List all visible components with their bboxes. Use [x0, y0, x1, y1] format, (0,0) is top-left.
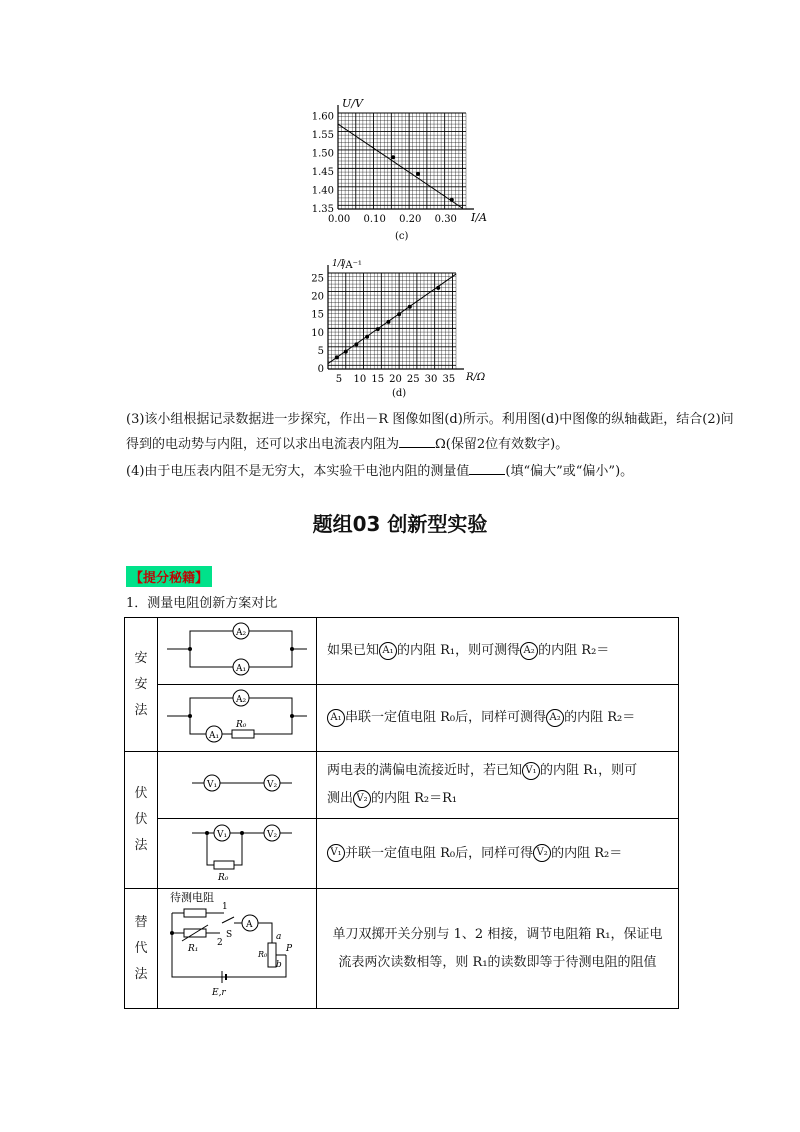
fit-line [338, 124, 462, 208]
chart-d [300, 255, 510, 403]
paragraph-4 [126, 462, 633, 482]
table-row [125, 819, 679, 889]
data-point [386, 320, 390, 324]
chart-c-xlabel: I/A [471, 211, 487, 224]
chart-c [300, 95, 510, 250]
description-1: 如果已知 A₁ 的内阻 R₁，则可测得 A₂ 的内阻 R₂＝ [317, 618, 679, 685]
data-point [416, 172, 420, 176]
description-3: 两电表的满偏电流接近时，若已知 V₁ 的内阻 R₁，则可 测出 V₂ 的内阻 R₂＝R₁ [317, 752, 679, 819]
y-tick-label: 1.35 [311, 204, 334, 215]
y-tick-label: 15 [311, 309, 324, 321]
svg-text:V₁: V₁ [217, 829, 228, 840]
svg-text:S: S [226, 929, 233, 940]
x-tick-label: 15 [371, 374, 385, 385]
data-point [344, 350, 348, 354]
description-5: 单刀双掷开关分别与 1、2 相接，调节电阻箱 R₁，保证电流表两次读数相等，则 R₁的读数即等于待测电阻的阻值 [317, 889, 679, 1009]
y-tick-label: 1.50 [311, 148, 334, 160]
resistor-r0-label: R₀ [236, 720, 247, 730]
answer-blank-1 [399, 435, 435, 448]
data-point [391, 155, 395, 159]
data-point [335, 355, 339, 359]
circuit-3 [162, 758, 312, 808]
table-row [125, 618, 679, 685]
chart-c-ylabel: U/V [342, 97, 363, 110]
circuit-figure-2 [158, 685, 317, 752]
meter-a1-icon: A₁ [379, 642, 397, 660]
y-tick-label: 5 [317, 345, 324, 357]
table-row [125, 685, 679, 752]
description-2: A₁ 串联一定值电阻 R₀后，同样可测得 A₂ 的内阻 R₂＝ [317, 685, 679, 752]
svg-text:1: 1 [222, 901, 228, 912]
data-point [354, 342, 358, 346]
svg-text:R₁: R₁ [188, 943, 199, 954]
resistor-under-test-label: 待测电阻 [170, 890, 214, 904]
list-item-1: 1．测量电阻创新方案对比 [126, 596, 278, 611]
x-tick-label: 0.20 [399, 214, 422, 225]
circuit-figure-1 [158, 618, 317, 685]
data-point [365, 335, 369, 339]
paragraph-4-text-b: (填“偏大”或“偏小”)。 [505, 464, 634, 479]
data-point [408, 305, 412, 309]
svg-text:A₁: A₁ [209, 731, 220, 741]
circuit-figure-4 [158, 819, 317, 889]
y-tick-label: 1.55 [311, 130, 334, 142]
svg-text:b: b [276, 959, 282, 970]
method-substitution: 替 代 法 [125, 889, 158, 1009]
svg-text:V₁: V₁ [207, 780, 218, 790]
x-tick-label: 10 [353, 374, 367, 385]
x-tick-label: 5 [335, 374, 343, 385]
paragraph-3-text-b: Ω(保留2位有效数字)。 [435, 437, 569, 452]
svg-text:2: 2 [217, 937, 223, 948]
circuit-2 [162, 686, 312, 746]
data-point [397, 312, 401, 316]
chart-d-ylabel-fraction: 1/I [332, 259, 345, 269]
paragraph-3-text-a: 得到的电动势与内阻，还可以求出电流表内阻为 [126, 437, 400, 452]
svg-text:V₂: V₂ [267, 780, 278, 790]
paragraph-3-line-2 [126, 435, 568, 455]
svg-text:R₀: R₀ [218, 872, 229, 883]
x-tick-label: 30 [424, 374, 438, 385]
description-4: V₁ 并联一定值电阻 R₀后，同样可得 V₂ 的内阻 R₂＝ [317, 819, 679, 889]
section-heading: 题组03 创新型实验 [312, 512, 488, 536]
meter-a1-label: A₁ [236, 664, 247, 674]
data-point [376, 327, 380, 331]
meter-a2-icon: A₂ [520, 642, 538, 660]
circuit-5 [162, 891, 312, 1003]
svg-text:A₂: A₂ [236, 695, 247, 705]
y-tick-label: 1.60 [311, 111, 334, 123]
meter-a2-label: A₂ [236, 628, 247, 638]
table-row [125, 889, 679, 1009]
paragraph-3-line-1: (3)该小组根据记录数据进一步探究，作出－R 图像如图(d)所示。利用图(d)中图像的纵轴截距，结合(2)问 [126, 412, 734, 427]
y-tick-label: 1.45 [311, 167, 334, 179]
x-tick-label: 25 [406, 374, 420, 385]
svg-text:E,r: E,r [212, 987, 226, 998]
x-tick-label: 20 [389, 374, 402, 385]
y-tick-label: 0 [317, 364, 324, 375]
table-row [125, 752, 679, 819]
circuit-figure-5 [158, 889, 317, 1009]
svg-text:R₀: R₀ [258, 949, 268, 959]
comparison-table [124, 617, 679, 1009]
chart-c-caption: (c) [395, 231, 409, 242]
y-tick-label: 25 [311, 273, 324, 285]
tip-label: 【提分秘籍】 [126, 566, 212, 587]
circuit-4 [162, 821, 312, 883]
data-point [436, 286, 440, 290]
chart-d-ylabel-unit: /A⁻¹ [342, 260, 362, 271]
x-tick-label: 0.00 [328, 214, 351, 225]
svg-text:A: A [246, 919, 253, 930]
y-tick-label: 20 [311, 291, 324, 303]
x-tick-label: 0.30 [434, 214, 457, 225]
paragraph-4-text-a: (4)由于电压表内阻不是无穷大，本实验干电池内阻的测量值 [126, 464, 470, 479]
y-tick-label: 1.40 [311, 185, 334, 197]
circuit-1 [162, 619, 312, 679]
method-ammeter-ammeter: 安 安 法 [125, 618, 158, 752]
y-tick-label: 10 [311, 327, 324, 339]
x-tick-label: 0.10 [363, 214, 386, 225]
data-point [450, 198, 454, 202]
circuit-figure-3 [158, 752, 317, 819]
chart-d-xlabel: R/Ω [466, 372, 486, 383]
chart-d-caption: (d) [392, 388, 407, 399]
svg-text:V₂: V₂ [267, 829, 278, 840]
svg-text:a: a [276, 931, 282, 942]
svg-text:P: P [286, 943, 293, 954]
method-voltmeter-voltmeter: 伏 伏 法 [125, 752, 158, 889]
x-tick-label: 35 [442, 374, 456, 385]
answer-blank-2 [469, 462, 505, 475]
